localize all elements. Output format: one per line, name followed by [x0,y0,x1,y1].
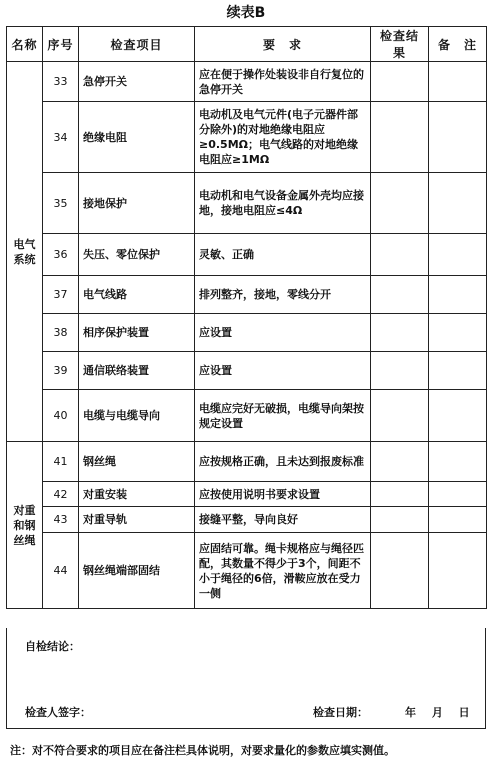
table-row [7,62,487,102]
row-requirement: 应固结可靠。绳卡规格应与绳径匹配，其数量不得少于3个，间距不小于绳径的6倍，滑鞍应放在受力一侧 [195,533,371,609]
row-number: 34 [43,102,79,173]
row-requirement: 应按规格正确，且未达到报废标准 [195,442,371,482]
row-requirement: 电动机和电气设备金属外壳均应接地，接地电阻应≤4Ω [195,173,371,234]
remark-cell[interactable] [429,533,487,609]
row-requirement: 排列整齐，接地，零线分开 [195,276,371,314]
group-counterweight-rope: 对重和钢丝绳 [7,442,43,609]
result-cell[interactable] [371,276,429,314]
table-row [7,102,487,173]
table-row [7,234,487,276]
header-remark: 备 注 [429,27,487,62]
table-title: 续表B [226,5,266,21]
row-number: 43 [43,507,79,533]
footnote: 注：对不符合要求的项目应在备注栏具体说明，对要求量化的参数应填实测值。 [10,744,395,757]
remark-cell[interactable] [429,442,487,482]
header-name: 名称 [7,27,43,62]
row-number: 35 [43,173,79,234]
result-cell[interactable] [371,234,429,276]
row-requirement: 灵敏、正确 [195,234,371,276]
remark-cell[interactable] [429,173,487,234]
header-row [7,27,487,62]
header-requirement: 要 求 [195,27,371,62]
result-cell[interactable] [371,507,429,533]
row-requirement: 应设置 [195,314,371,352]
remark-cell[interactable] [429,390,487,442]
remark-cell[interactable] [429,482,487,507]
row-number: 38 [43,314,79,352]
row-item: 通信联络装置 [79,352,195,390]
row-item: 急停开关 [79,62,195,102]
table-row [7,533,487,609]
row-requirement: 电动机及电气元件(电子元器件部分除外)的对地绝缘电阻应≥0.5MΩ；电气线路的对地绝缘电阻应≥1MΩ [195,102,371,173]
table-row [7,314,487,352]
table-row [7,442,487,482]
result-cell[interactable] [371,62,429,102]
row-item: 失压、零位保护 [79,234,195,276]
header-number: 序号 [43,27,79,62]
remark-cell[interactable] [429,62,487,102]
inspection-date-label: 检查日期： [313,706,368,719]
remark-cell[interactable] [429,507,487,533]
row-item: 对重导轨 [79,507,195,533]
result-cell[interactable] [371,533,429,609]
row-number: 41 [43,442,79,482]
result-cell[interactable] [371,173,429,234]
row-requirement: 接缝平整，导向良好 [195,507,371,533]
result-cell[interactable] [371,482,429,507]
table-row [7,173,487,234]
remark-cell[interactable] [429,276,487,314]
remark-cell[interactable] [429,234,487,276]
result-cell[interactable] [371,102,429,173]
self-inspection-section [6,628,486,729]
table-row [7,352,487,390]
row-item: 电缆与电缆导向 [79,390,195,442]
self-check-conclusion-label: 自检结论： [25,640,80,653]
header-result: 检查结果 [371,27,429,62]
row-requirement: 电缆应完好无破损，电缆导向架按规定设置 [195,390,371,442]
row-requirement: 应在便于操作处装设非自行复位的急停开关 [195,62,371,102]
row-item: 相序保护装置 [79,314,195,352]
row-item: 钢丝绳端部固结 [79,533,195,609]
remark-cell[interactable] [429,352,487,390]
row-item: 钢丝绳 [79,442,195,482]
result-cell[interactable] [371,314,429,352]
table-row [7,276,487,314]
table-row [7,482,487,507]
inspector-signature-label: 检查人签字： [25,706,91,719]
row-number: 39 [43,352,79,390]
row-number: 40 [43,390,79,442]
header-item: 检查项目 [79,27,195,62]
remark-cell[interactable] [429,102,487,173]
table-row [7,507,487,533]
result-cell[interactable] [371,390,429,442]
group-electrical: 电气系统 [7,62,43,442]
row-item: 电气线路 [79,276,195,314]
table-row [7,390,487,442]
row-number: 37 [43,276,79,314]
row-number: 44 [43,533,79,609]
row-number: 42 [43,482,79,507]
row-requirement: 应设置 [195,352,371,390]
remark-cell[interactable] [429,314,487,352]
row-number: 36 [43,234,79,276]
row-number: 33 [43,62,79,102]
row-item: 接地保护 [79,173,195,234]
inspection-date-units: 年 月 日 [405,706,470,719]
row-requirement: 应按使用说明书要求设置 [195,482,371,507]
inspection-table [6,26,487,609]
row-item: 绝缘电阻 [79,102,195,173]
result-cell[interactable] [371,442,429,482]
result-cell[interactable] [371,352,429,390]
row-item: 对重安装 [79,482,195,507]
